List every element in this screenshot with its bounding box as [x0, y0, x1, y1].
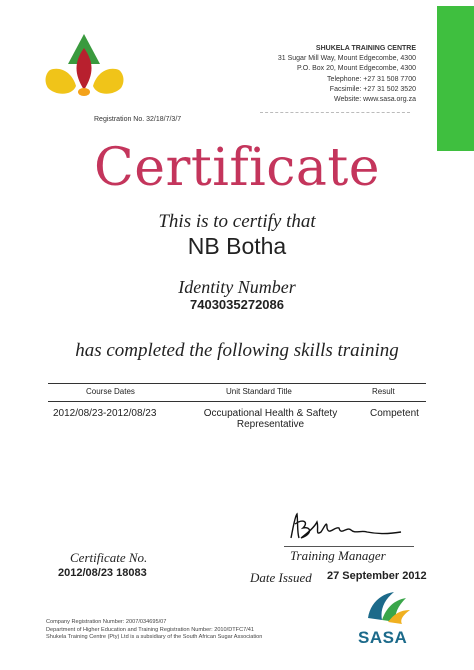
table-row	[48, 402, 426, 436]
recipient-name: NB Botha	[187, 233, 287, 259]
table-header	[48, 383, 426, 402]
facsimile: Facsimile: +27 31 502 3520	[329, 85, 416, 93]
registration-number: Registration No. 32/18/7/3/7	[94, 116, 182, 123]
cell-result: Competent	[370, 408, 419, 419]
footer-dhet-registration: Department of Higher Education and Training Registration Number: 2010/DTFC7/41	[46, 626, 255, 633]
signature-icon	[285, 508, 405, 548]
completed-text: has completed the following skills training	[75, 340, 399, 361]
footer-subsidiary-note: Shukela Training Centre (Pty) Ltd is a subsidiary of the South African Sugar Association	[46, 634, 263, 640]
address-line-2: P.O. Box 20, Mount Edgecombe, 4300	[297, 65, 416, 73]
telephone: Telephone: +27 31 508 7700	[327, 75, 416, 83]
organization-name: SHUKELA TRAINING CENTRE	[315, 45, 416, 52]
green-accent-bar	[437, 6, 474, 151]
sasa-logo-icon	[360, 588, 412, 626]
header-unit-title: Unit Standard Title	[226, 387, 292, 396]
certificate-number-value: 2012/08/23 18083	[58, 567, 147, 579]
organization-details	[196, 44, 416, 105]
header-course-dates: Course Dates	[86, 387, 135, 396]
cell-unit-title: Occupational Health & Saftety Representative	[203, 408, 338, 430]
certificate-title: Certificate	[93, 138, 381, 198]
address-line-1: 31 Sugar Mill Way, Mount Edgecombe, 4300	[277, 55, 416, 63]
date-issued-label: Date Issued	[250, 570, 312, 585]
training-manager-label: Training Manager	[290, 548, 386, 563]
course-table	[48, 383, 426, 436]
identity-number: 7403035272086	[190, 297, 284, 312]
header-divider	[260, 112, 410, 113]
signature-line	[284, 546, 414, 547]
cell-course-dates: 2012/08/23-2012/08/23	[53, 408, 157, 419]
header-result: Result	[372, 387, 395, 396]
date-issued-value: 27 September 2012	[327, 570, 427, 582]
identity-label: Identity Number	[178, 277, 296, 297]
website: Website: www.sasa.org.za	[334, 96, 416, 104]
shukela-logo-icon	[42, 30, 127, 105]
footer	[46, 619, 306, 642]
certify-text: This is to certify that	[158, 211, 316, 232]
sasa-logo-text: SASA	[358, 628, 408, 647]
certificate-number-label: Certificate No.	[70, 550, 148, 565]
footer-company-registration: Company Registration Number: 2007/034695/07	[46, 619, 167, 625]
